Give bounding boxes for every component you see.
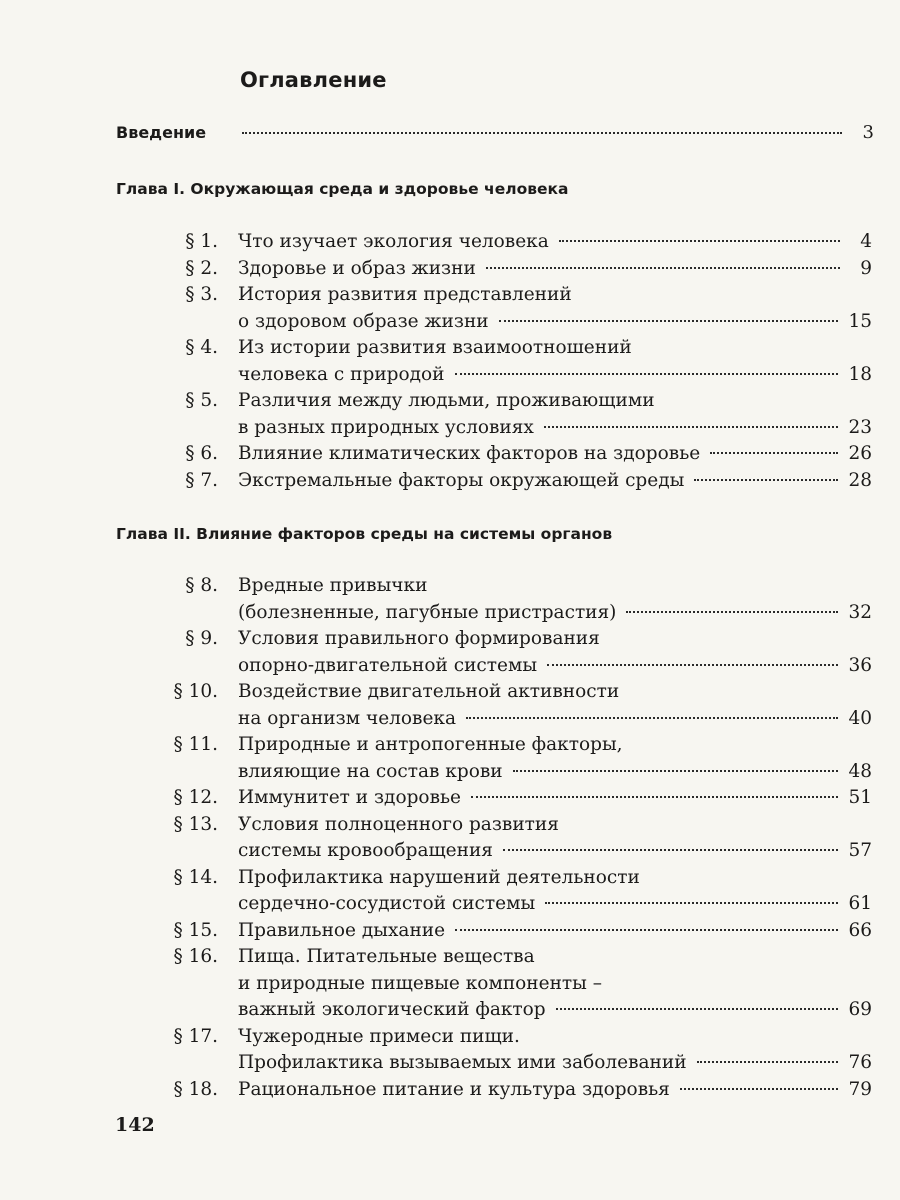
dot-leader [710, 452, 838, 454]
toc-section-entry[interactable] [0, 229, 900, 256]
dot-leader [455, 929, 838, 931]
chapter-2-title: Глава II. Влияние факторов среды на системы органов [116, 525, 613, 543]
section-title-line: Иммунитет и здоровье [238, 787, 462, 808]
section-number: § 10. [173, 681, 218, 702]
section-number: § 9. [185, 628, 218, 649]
section-page-number: 23 [848, 416, 872, 438]
toc-section-entry[interactable] [0, 679, 900, 732]
section-title-line: Различия между людьми, проживающими [238, 390, 655, 411]
section-number: § 14. [173, 866, 218, 888]
chapter-1-title: Глава I. Окружающая среда и здоровье человека [116, 180, 569, 198]
section-number: § 18. [173, 1078, 218, 1100]
section-page-number: 9 [860, 257, 872, 279]
section-title-line: сердечно-сосудистой системы [238, 893, 536, 914]
section-page-number: 48 [848, 760, 872, 782]
section-page-number: 66 [848, 919, 872, 941]
section-page-number: 26 [848, 443, 872, 464]
section-title-line: Экстремальные факторы окружающей среды [238, 469, 685, 491]
toc-title: Оглавление [240, 68, 387, 92]
intro-label: Введение [116, 123, 207, 142]
section-number: § 13. [173, 813, 218, 835]
dot-leader [466, 717, 838, 719]
section-number: § 17. [173, 1025, 218, 1047]
dot-leader [486, 267, 840, 269]
section-page-number: 51 [848, 787, 872, 808]
toc-section-entry[interactable] [0, 785, 900, 812]
dot-leader [545, 902, 838, 904]
section-title-line: Условия полноценного развития [238, 813, 559, 835]
section-title-line: Рациональное питание и культура здоровья [238, 1078, 670, 1100]
chapter-1-sections [0, 229, 900, 494]
toc-section-entry[interactable] [0, 1024, 900, 1077]
dot-leader [499, 320, 839, 322]
page-number: 142 [115, 1114, 155, 1136]
section-number: § 6. [185, 443, 218, 464]
section-title-line: опорно-двигательной системы [238, 654, 538, 676]
dot-leader [694, 479, 838, 481]
section-title-line: Профилактика нарушений деятельности [238, 866, 640, 888]
toc-section-entry[interactable] [0, 732, 900, 785]
section-number: § 15. [173, 919, 218, 941]
dot-leader [471, 796, 838, 798]
section-page-number: 69 [848, 999, 872, 1020]
toc-section-entry[interactable] [0, 865, 900, 918]
section-title-line: важный экологический фактор [238, 999, 546, 1020]
toc-section-entry[interactable] [0, 282, 900, 335]
section-page-number: 32 [848, 601, 872, 623]
section-page-number: 79 [848, 1078, 872, 1100]
dot-leader [242, 132, 842, 134]
section-number: § 11. [173, 734, 218, 755]
section-title-line: Условия правильного формирования [238, 628, 600, 649]
section-title-line: История развития представлений [238, 284, 572, 305]
section-page-number: 40 [848, 707, 872, 729]
section-title-line: Природные и антропогенные факторы, [238, 734, 623, 755]
section-title-line: системы кровообращения [238, 840, 493, 861]
section-number: § 4. [185, 337, 218, 358]
section-title-line: Здоровье и образ жизни [238, 257, 476, 279]
section-title-line: Чужеродные примеси пищи. [238, 1025, 520, 1047]
section-title-line: (болезненные, пагубные пристрастия) [238, 601, 617, 623]
section-number: § 2. [185, 257, 218, 279]
section-page-number: 57 [848, 840, 872, 861]
chapter-2-sections [0, 573, 900, 1103]
intro-page-number: 3 [862, 122, 874, 143]
section-title-line: в разных природных условиях [238, 416, 534, 438]
section-title-line: Влияние климатических факторов на здоровье [238, 443, 701, 464]
section-title-line: Что изучает экология человека [238, 231, 549, 252]
dot-leader [503, 849, 839, 851]
toc-section-entry[interactable] [0, 388, 900, 441]
dot-leader [547, 664, 838, 666]
dot-leader [680, 1088, 839, 1090]
dot-leader [697, 1061, 839, 1063]
toc-section-entry[interactable] [0, 335, 900, 388]
section-title-line: влияющие на состав крови [238, 760, 503, 782]
section-number: § 5. [185, 390, 218, 411]
toc-section-entry[interactable] [0, 1077, 900, 1104]
dot-leader [513, 770, 839, 772]
section-title-line: Вредные привычки [238, 575, 428, 596]
toc-section-entry[interactable] [0, 626, 900, 679]
section-title-line: и природные пищевые компоненты – [238, 972, 603, 994]
section-title-line: Из истории развития взаимоотношений [238, 337, 632, 358]
section-page-number: 28 [848, 469, 872, 491]
section-title-line: Профилактика вызываемых ими заболеваний [238, 1052, 687, 1073]
toc-intro-entry[interactable] [116, 122, 874, 143]
dot-leader [559, 240, 840, 242]
section-page-number: 18 [848, 363, 872, 385]
section-number: § 16. [173, 946, 218, 967]
section-number: § 1. [185, 231, 218, 252]
toc-section-entry[interactable] [0, 468, 900, 495]
section-page-number: 36 [848, 654, 872, 676]
section-title-line: Пища. Питательные вещества [238, 946, 535, 967]
section-number: § 7. [185, 469, 218, 491]
dot-leader [626, 611, 838, 613]
section-title-line: о здоровом образе жизни [238, 310, 489, 332]
section-number: § 12. [173, 787, 218, 808]
section-title-line: человека с природой [238, 363, 445, 385]
toc-section-entry[interactable] [0, 441, 900, 468]
section-title-line: на организм человека [238, 707, 456, 729]
toc-section-entry[interactable] [0, 944, 900, 1024]
toc-section-entry[interactable] [0, 256, 900, 283]
section-title-line: Воздействие двигательной активности [238, 681, 620, 702]
section-number: § 8. [185, 575, 218, 596]
section-page-number: 76 [848, 1052, 872, 1073]
section-number: § 3. [185, 284, 218, 305]
section-page-number: 61 [848, 893, 872, 914]
toc-section-entry[interactable] [0, 812, 900, 865]
dot-leader [544, 426, 839, 428]
toc-section-entry[interactable] [0, 573, 900, 626]
section-title-line: Правильное дыхание [238, 919, 446, 941]
dot-leader [455, 373, 839, 375]
section-page-number: 4 [860, 231, 872, 252]
toc-section-entry[interactable] [0, 918, 900, 945]
dot-leader [556, 1008, 839, 1010]
section-page-number: 15 [848, 310, 872, 332]
